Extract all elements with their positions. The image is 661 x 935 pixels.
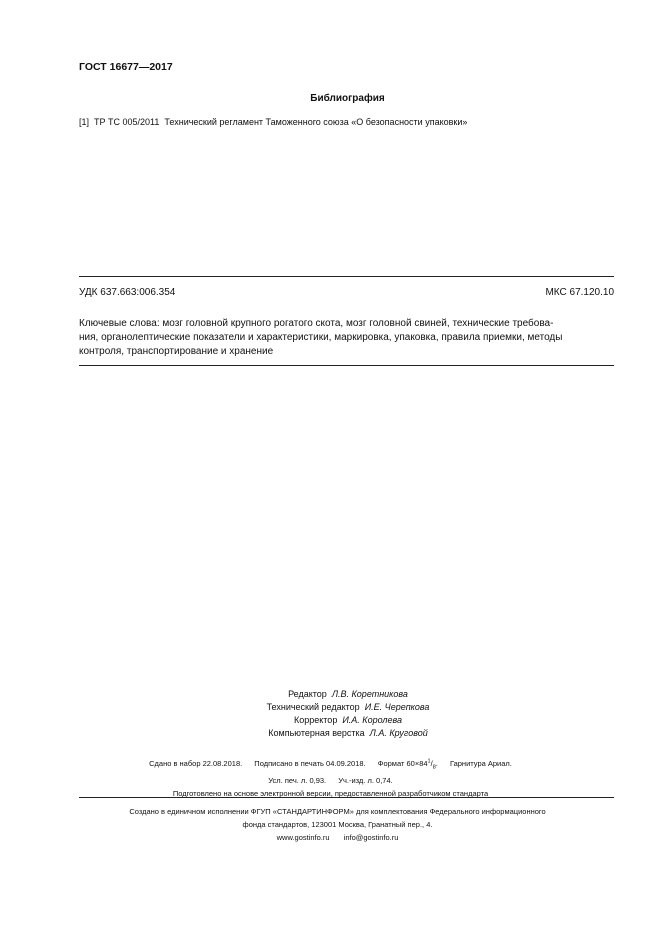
publication-row xyxy=(0,774,661,787)
staff-row xyxy=(0,714,661,727)
divider-top xyxy=(79,276,614,277)
staff-name: И.Е. Черепкова xyxy=(364,702,430,712)
standard-number: ГОСТ 16677—2017 xyxy=(79,61,173,73)
keywords-line: Ключевые слова: мозг головной крупного рогатого скота, мозг головной свиней, технические требова- xyxy=(79,318,554,329)
website-link[interactable]: www.gostinfo.ru xyxy=(276,833,330,842)
staff-row xyxy=(0,688,661,701)
footer-line: фонда стандартов, 123001 Москва, Гранатный пер., 4. xyxy=(242,820,433,829)
publisher-sheets: Уч.-изд. л. 0,74. xyxy=(338,776,393,785)
format-prefix: Формат 60×84 xyxy=(377,758,428,768)
publication-info xyxy=(0,755,661,800)
entry-text: Технический регламент Таможенного союза «О безопасности упаковки» xyxy=(164,117,468,127)
staff-credits xyxy=(0,688,661,740)
format-sub: 8 xyxy=(432,764,436,770)
keywords-block xyxy=(79,317,614,359)
print-sheets: Усл. печ. л. 0,93. xyxy=(268,776,327,785)
format-sup: 1 xyxy=(427,758,431,764)
publication-row xyxy=(0,755,661,774)
staff-name: Л.В. Коретникова xyxy=(331,689,408,699)
entry-number: [1] xyxy=(79,117,90,127)
staff-role: Технический редактор xyxy=(266,702,360,712)
staff-name: И.А. Королева xyxy=(342,715,402,725)
staff-role: Компьютерная верстка xyxy=(268,728,365,738)
bibliography-title: Библиография xyxy=(310,93,385,104)
font-info: Гарнитура Ариал. xyxy=(449,758,512,768)
staff-row xyxy=(0,701,661,714)
mks-code: МКС 67.120.10 xyxy=(545,287,614,298)
staff-row xyxy=(0,727,661,740)
staff-role: Корректор xyxy=(293,715,338,725)
keywords-line: контроля, транспортирование и хранение xyxy=(79,346,274,357)
divider-footer xyxy=(79,797,614,798)
prepared-note: Подготовлено на основе электронной версии, предоставленной разработчиком стандарта xyxy=(172,789,489,798)
print-date: Подписано в печать 04.09.2018. xyxy=(254,758,366,768)
staff-role: Редактор xyxy=(288,689,327,699)
entry-code: ТР ТС 005/2011 xyxy=(94,117,160,127)
udk-code: УДК 637.663:006.354 xyxy=(79,287,176,298)
keywords-line: ния, органолептические показатели и характеристики, маркировка, упаковка, правила приемки, методы xyxy=(79,332,563,343)
set-date: Сдано в набор 22.08.2018. xyxy=(149,758,243,768)
footer-contacts xyxy=(14,831,661,844)
bibliography-entry xyxy=(79,117,467,127)
footer xyxy=(0,805,661,844)
email-link[interactable]: info@gostinfo.ru xyxy=(343,833,399,842)
format: Формат $60\times 84^1/_8$. xyxy=(377,758,438,770)
divider-keywords xyxy=(79,365,614,366)
footer-line: Создано в единичном исполнении ФГУП «СТАНДАРТИНФОРМ» для комплектования Федерального информационного xyxy=(129,807,546,816)
staff-name: Л.А. Круговой xyxy=(369,728,428,738)
